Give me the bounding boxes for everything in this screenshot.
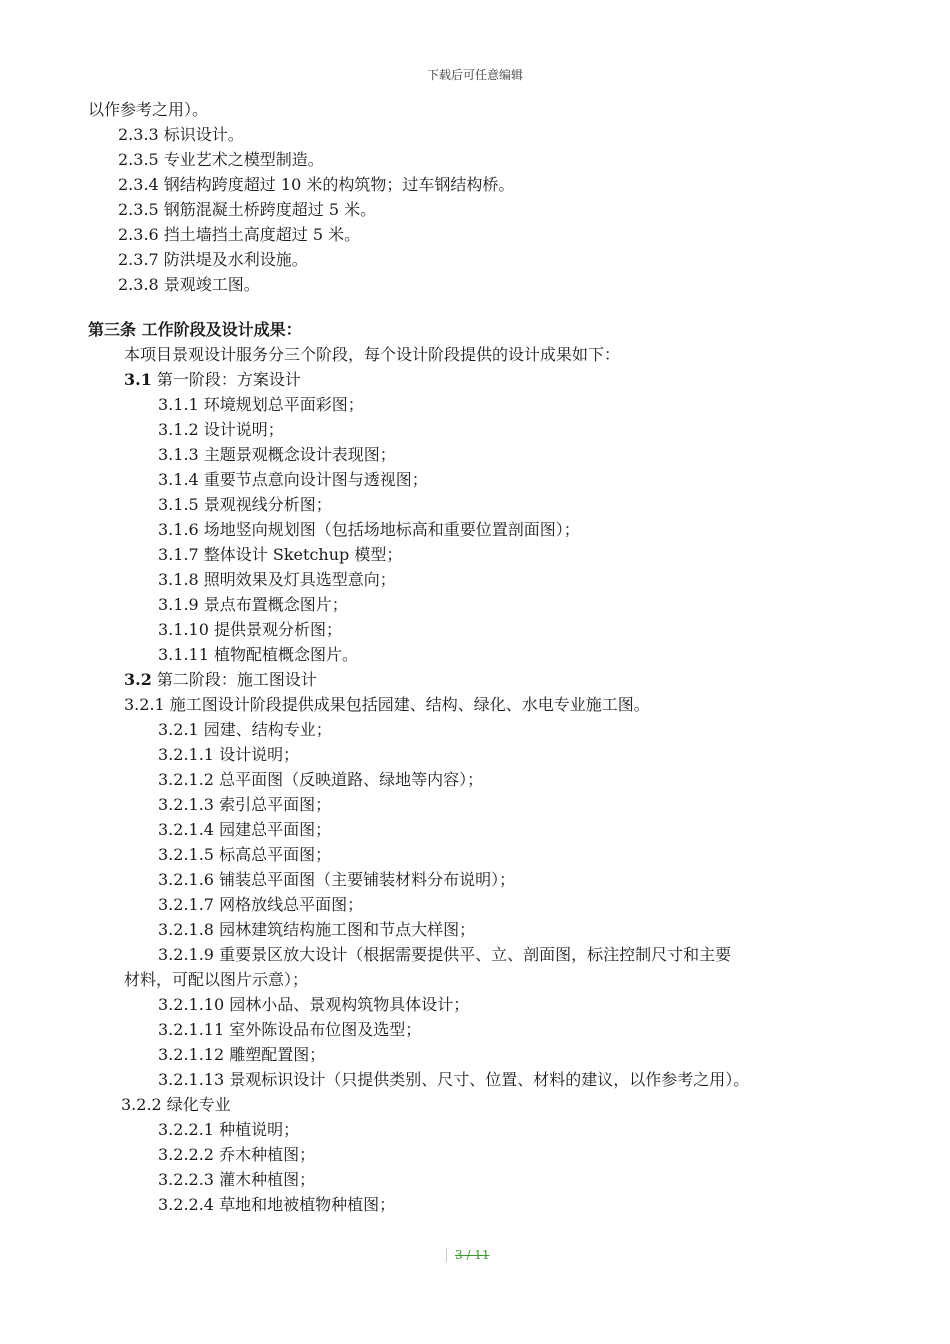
text-line: 以作参考之用）。: [88, 100, 209, 119]
text-line: 2.3.5 钢筋混凝土桥跨度超过 5 米。: [118, 200, 377, 219]
text-line: 3.1.10 提供景观分析图；: [158, 620, 342, 639]
section-number: 3.2: [124, 670, 152, 689]
text-line: [124, 368, 301, 392]
text-line: 3.1.4 重要节点意向设计图与透视图；: [158, 470, 428, 489]
text-line: 3.2.1.8 园林建筑结构施工图和节点大样图；: [158, 920, 476, 939]
footer-divider: [446, 1248, 447, 1262]
text-line: 3.2.1.11 室外陈设品布位图及选型；: [158, 1020, 422, 1039]
text-line: 3.1.7 整体设计 Sketchup 模型；: [158, 545, 403, 564]
text-line: 3.2.1.3 索引总平面图；: [158, 795, 332, 814]
page-number: 3 / 11: [455, 1248, 490, 1262]
text-line: 2.3.6 挡土墙挡土高度超过 5 米。: [118, 225, 361, 244]
text-line: 3.2.2.1 种植说明；: [158, 1120, 300, 1139]
text-line: 2.3.5 专业艺术之模型制造。: [118, 150, 324, 169]
text-line: 3.2.1.7 网格放线总平面图；: [158, 895, 364, 914]
text-line: 3.2.1.1 设计说明；: [158, 745, 300, 764]
text-line: 3.2.2.3 灌木种植图；: [158, 1170, 316, 1189]
text-line: 2.3.8 景观竣工图。: [118, 275, 260, 294]
text-line: 3.1.3 主题景观概念设计表现图；: [158, 445, 396, 464]
text-line: 3.1.2 设计说明；: [158, 420, 284, 439]
text-line: 3.2.1.2 总平面图（反映道路、绿地等内容）；: [158, 770, 484, 789]
text-line: 3.2.1.9 重要景区放大设计（根据需要提供平、立、剖面图，标注控制尺寸和主要: [158, 945, 732, 964]
text-line: [124, 668, 317, 692]
text-line: 材料，可配以图片示意）；: [124, 970, 309, 989]
text-line: 3.2.1.10 园林小品、景观构筑物具体设计；: [158, 995, 470, 1014]
text-line: 3.1.8 照明效果及灯具选型意向；: [158, 570, 396, 589]
text-line: 3.1.6 场地竖向规划图（包括场地标高和重要位置剖面图）；: [158, 520, 580, 539]
text-line: 3.2.1 施工图设计阶段提供成果包括园建、结构、绿化、水电专业施工图。: [124, 695, 650, 714]
text-line: 3.2.1 园建、结构专业；: [158, 720, 332, 739]
text-line: 3.2.2 绿化专业: [121, 1095, 231, 1114]
text-line: 3.1.9 景点布置概念图片；: [158, 595, 348, 614]
section-heading: 第三条 工作阶段及设计成果：: [88, 320, 302, 339]
section-number: 3.1: [124, 370, 152, 389]
text-line: 3.2.1.4 园建总平面图；: [158, 820, 332, 839]
text-line: 3.2.1.12 雕塑配置图；: [158, 1045, 326, 1064]
page-header: 下载后可任意编辑: [426, 68, 523, 82]
text-line: 本项目景观设计服务分三个阶段，每个设计阶段提供的设计成果如下：: [124, 345, 621, 364]
text-line: 3.2.1.13 景观标识设计（只提供类别、尺寸、位置、材料的建议，以作参考之用）。: [158, 1070, 750, 1089]
section-title: 第一阶段：方案设计: [151, 370, 301, 389]
text-line: 3.1.5 景观视线分析图；: [158, 495, 332, 514]
section-title: 第二阶段：施工图设计: [151, 670, 317, 689]
text-line: 3.1.1 环境规划总平面彩图；: [158, 395, 364, 414]
text-line: 2.3.4 钢结构跨度超过 10 米的构筑物；过车钢结构桥。: [118, 175, 515, 194]
text-line: 2.3.7 防洪堤及水利设施。: [118, 250, 308, 269]
text-line: 2.3.3 标识设计。: [118, 125, 244, 144]
text-line: 3.2.2.4 草地和地被植物种植图；: [158, 1195, 396, 1214]
text-line: 3.2.1.6 铺装总平面图（主要铺装材料分布说明）；: [158, 870, 516, 889]
text-line: 3.2.1.5 标高总平面图；: [158, 845, 332, 864]
page-footer: [446, 1248, 490, 1262]
text-line: 3.2.2.2 乔木种植图；: [158, 1145, 316, 1164]
text-line: 3.1.11 植物配植概念图片。: [158, 645, 358, 664]
